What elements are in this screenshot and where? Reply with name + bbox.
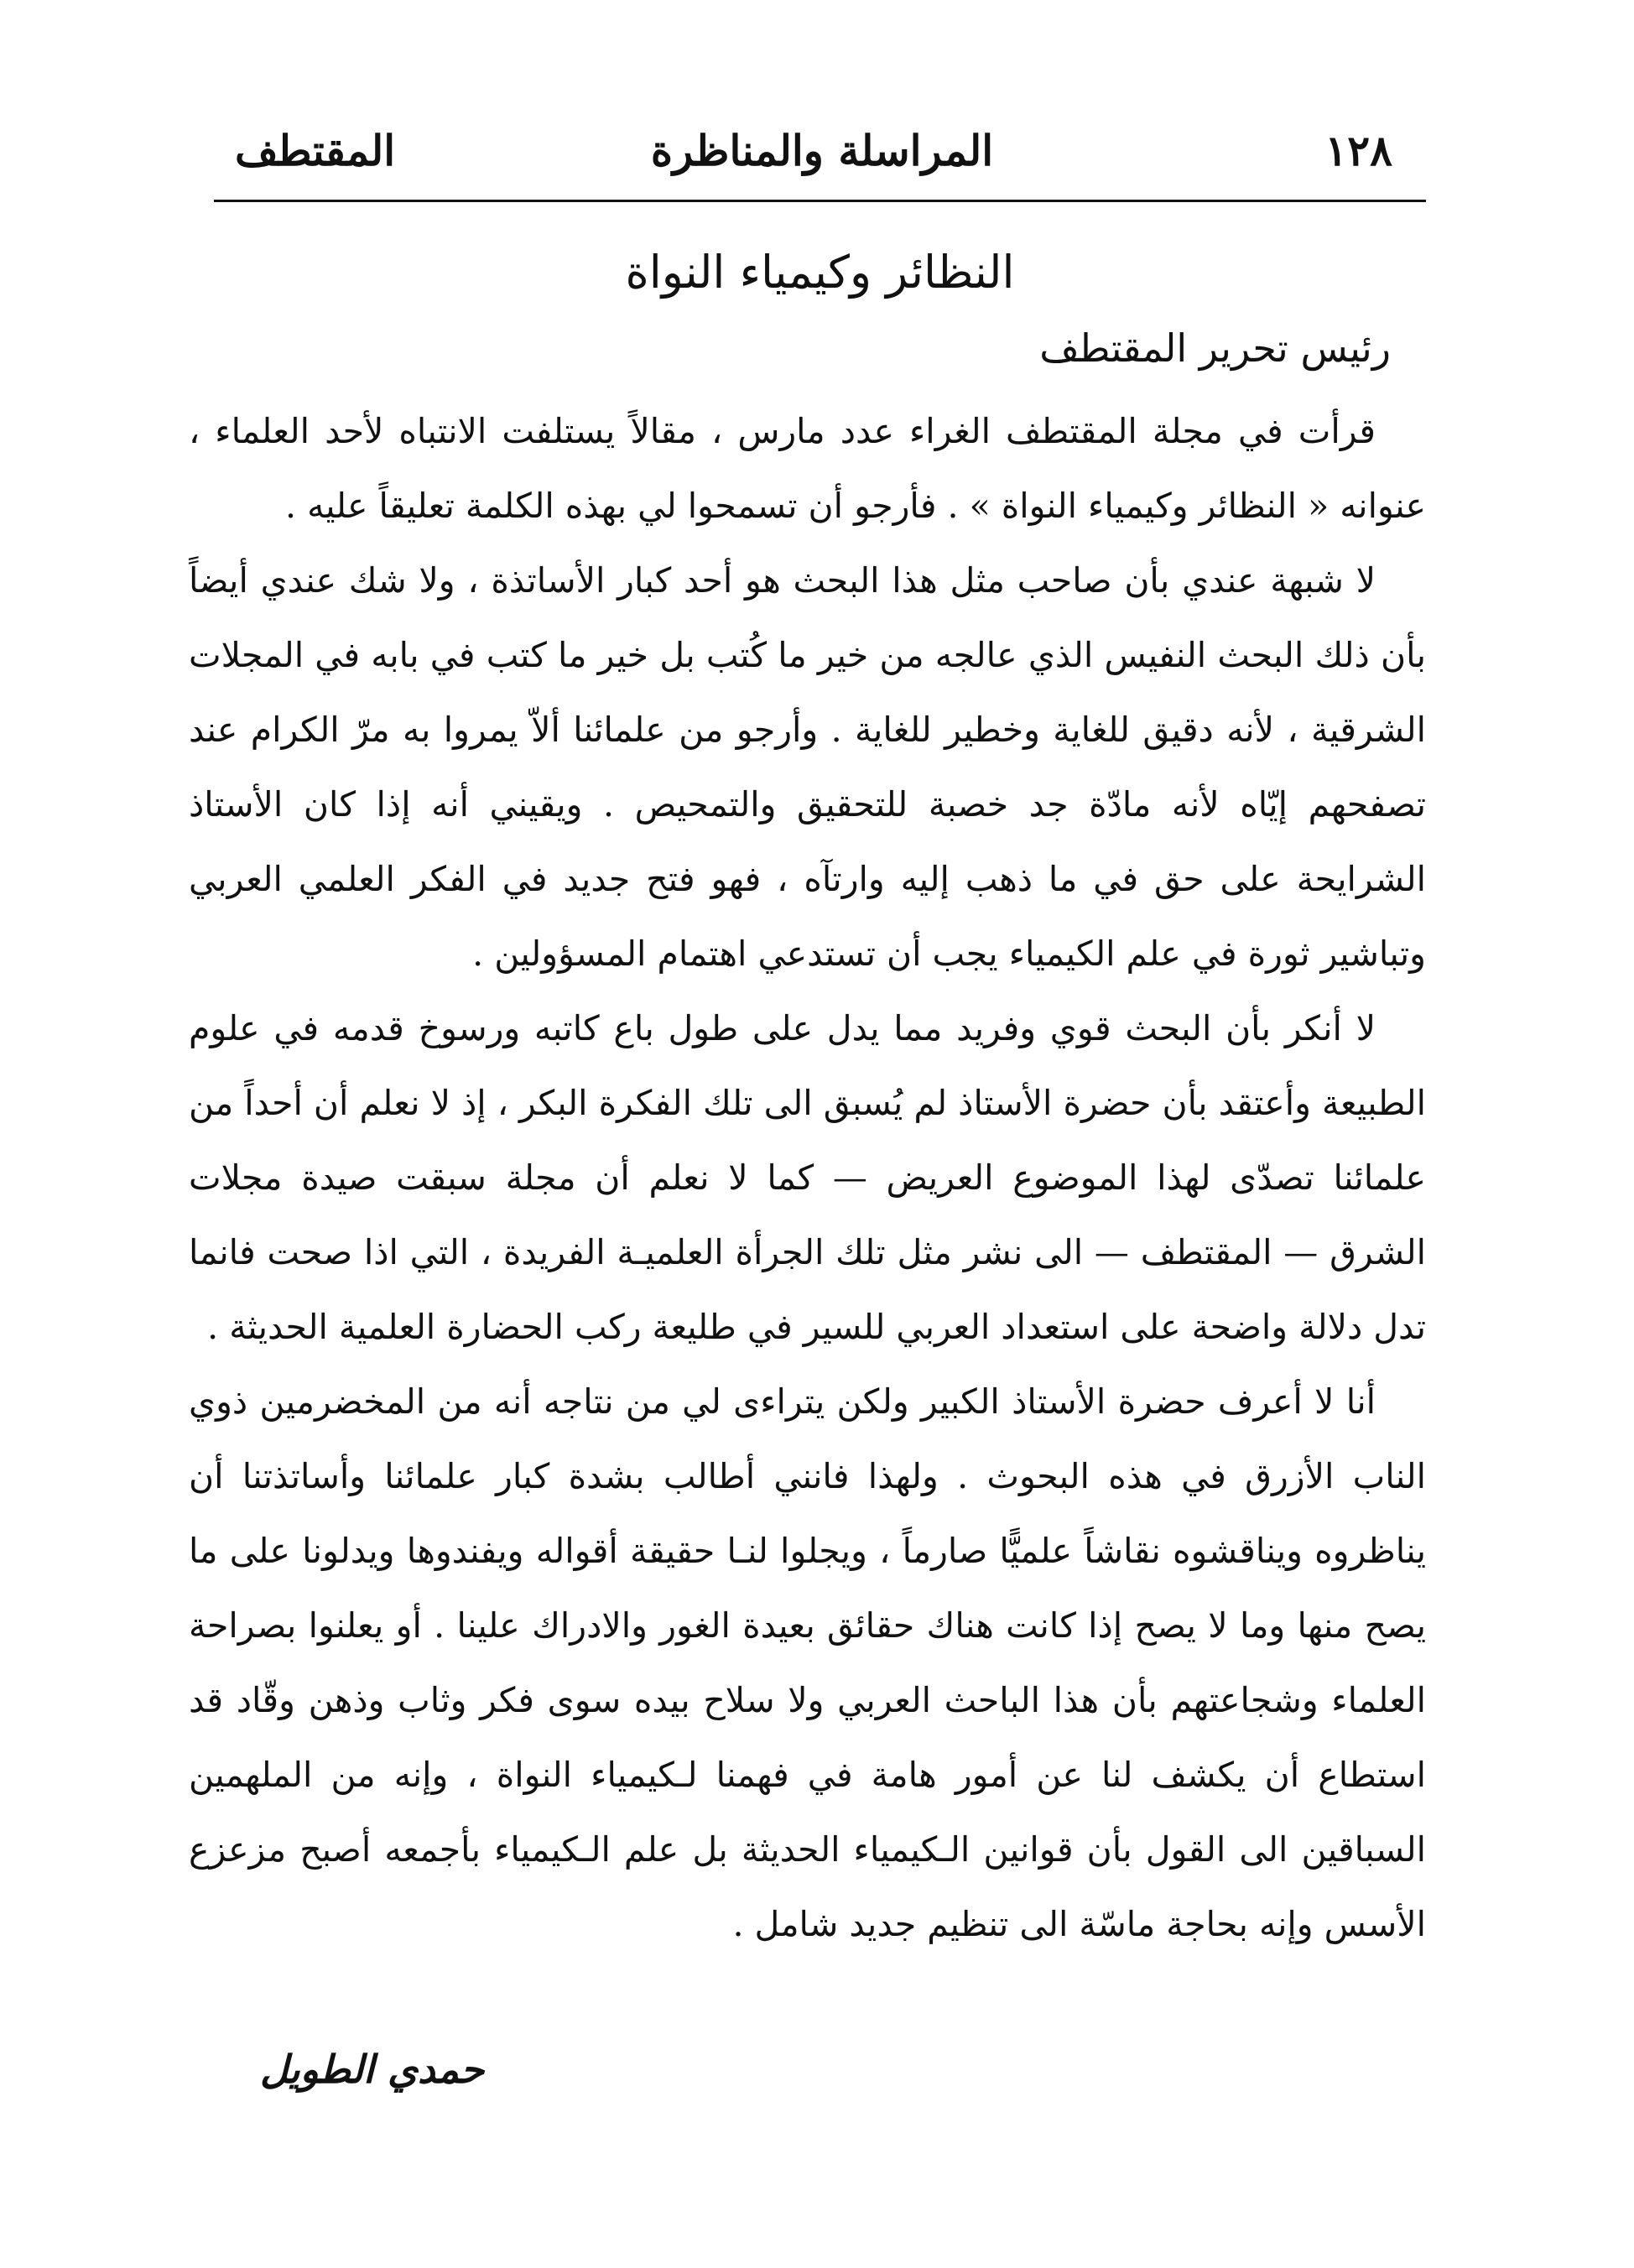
paragraph: لا شبهة عندي بأن صاحب مثل هذا البحث هو أحد كبار الأساتذة ، ولا شك عندي أيضاً بأن ذلك البحث النفيس الذي عالجه من خير ما كُتب بل خير ما كتب في بابه في المجلات الشرقية ، لأنه دقيق للغاية وخطير للغاية . وأرجو من علمائنا ألاّ يمروا به مرّ الكرام عند تصفحهم إيّاه لأنه مادّة جد خصبة للتحقيق والتمحيص . ويقيني أنه إذا كان الأستاذ الشرايحة على حق في ما ذهب إليه وارتآه ، فهو فتح جديد في الفكر العلمي العربي وتباشير ثورة في علم الكيمياء يجب أن تستدعي اهتمام المسؤولين . (189, 560, 1426, 974)
header-rule (214, 200, 1426, 202)
salutation: رئيس تحرير المقتطف (1039, 325, 1391, 371)
article-title: النظائر وكيمياء النواة (625, 246, 1015, 299)
page-number: ١٢٨ (1324, 126, 1392, 175)
section-title: المراسلة والمناظرة (650, 126, 994, 175)
article-body (189, 394, 1426, 1962)
author-signature: حمدي الطويل (260, 2047, 485, 2092)
paragraph: أنا لا أعرف حضرة الأستاذ الكبير ولكن يتراءى لي من نتاجه أنه من المخضرمين ذوي الناب الأزرق في هذه البحوث . ولهذا فانني أطالب بشدة كبار علمائنا وأساتذتنا أن يناظروه ويناقشوه نقاشاً علميًّا صارماً ، ويجلوا لنـا حقيقة أقواله ويفندوها ويدلونا على ما يصح منها وما لا يصح إذا كانت هناك حقائق بعيدة الغور والادراك علينا . أو يعلنوا بصراحة العلماء وشجاعتهم بأن هذا الباحث العربي ولا سلاح بيده سوى فكر وثاب وذهن وقّاد قد استطاع أن يكشف لنا عن أمور هامة في فهمنا لـكيمياء النواة ، وإنه من الملهمين السباقين الى القول بأن قوانين الـكيمياء الحديثة بل علم الـكيمياء بأجمعه أصبح مزعزع الأسس وإنه بحاجة ماسّة الى تنظيم جديد شامل . (189, 1381, 1426, 1944)
journal-name: المقتطف (235, 126, 396, 175)
running-header (218, 126, 1426, 193)
paragraph: لا أنكر بأن البحث قوي وفريد مما يدل على طول باع كاتبه ورسوخ قدمه في علوم الطبيعة وأعتقد بأن حضرة الأستاذ لم يُسبق الى تلك الفكرة البكر ، إذ لا نعلم أن أحداً من علمائنا تصدّى لهذا الموضوع العريض — كما لا نعلم أن مجلة سبقت صيدة مجلات الشرق — المقتطف — الى نشر مثل تلك الجرأة العلميـة الفريدة ، التي اذا صحت فانما تدل دلالة واضحة على استعداد العربي للسير في طليعة ركب الحضارة العلمية الحديثة . (189, 1008, 1426, 1347)
paragraph: قرأت في مجلة المقتطف الغراء عدد مارس ، مقالاً يستلفت الانتباه لأحد العلماء ، عنوانه « النظائر وكيمياء النواة » . فأرجو أن تسمحوا لي بهذه الكلمة تعليقاً عليه . (189, 411, 1426, 526)
